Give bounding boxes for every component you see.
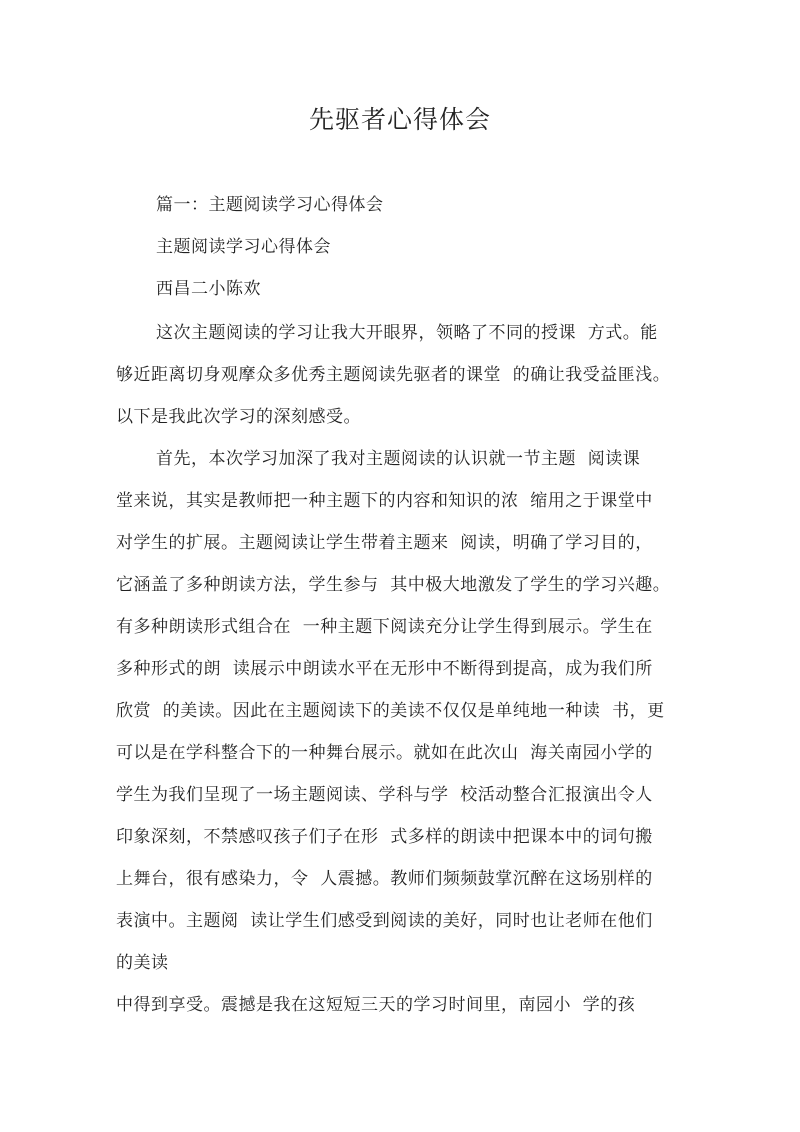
paragraph-line: 以下是我此次学习的深刻感受。	[116, 407, 361, 427]
paragraph-line: 欣赏 的美读。因此在主题阅读下的美读不仅仅是单纯地一种读 书，更	[116, 701, 665, 721]
paragraph-line: 中得到享受。震撼是我在这短短三天的学习时间里，南园小 学的孩	[116, 995, 636, 1015]
paragraph-line: 印象深刻，不禁感叹孩子们子在形 式多样的朗读中把课本中的词句搬	[116, 827, 653, 847]
sub-heading: 主题阅读学习心得体会	[156, 237, 331, 257]
paragraph-line: 堂来说，其实是教师把一种主题下的内容和知识的浓 缩用之于课堂中	[116, 491, 653, 511]
author-line: 西昌二小陈欢	[156, 279, 261, 299]
paragraph-line: 对学生的扩展。主题阅读让学生带着主题来 阅读，明确了学习目的，	[116, 533, 653, 553]
paragraph-line: 够近距离切身观摩众多优秀主题阅读先驱者的课堂 的确让我受益匪浅。	[116, 365, 671, 385]
paragraph-line: 这次主题阅读的学习让我大开眼界，领略了不同的授课 方式。能	[156, 323, 658, 343]
paragraph-line: 它涵盖了多种朗读方法，学生参与 其中极大地激发了学生的学习兴趣。	[116, 575, 671, 595]
paragraph-line: 多种形式的朗 读展示中朗读水平在无形中不断得到提高，成为我们所	[116, 659, 653, 679]
section-heading: 篇一：主题阅读学习心得体会	[156, 195, 384, 215]
paragraph-line: 的美读	[116, 953, 169, 973]
paragraph-line: 可以是在学科整合下的一种舞台展示。就如在此次山 海关南园小学的	[116, 743, 653, 763]
paragraph-line: 学生为我们呈现了一场主题阅读、学科与学 校活动整合汇报演出令人	[116, 785, 653, 805]
paragraph-line: 首先，本次学习加深了我对主题阅读的认识就一节主题 阅读课	[156, 449, 641, 469]
paragraph-line: 上舞台，很有感染力，令 人震撼。教师们频频鼓掌沉醉在这场别样的	[116, 869, 653, 889]
paragraph-line: 表演中。主题阅 读让学生们感受到阅读的美好，同时也让老师在他们	[116, 911, 653, 931]
document-title: 先驱者心得体会	[308, 105, 491, 134]
paragraph-line: 有多种朗读形式组合在 一种主题下阅读充分让学生得到展示。学生在	[116, 617, 653, 637]
